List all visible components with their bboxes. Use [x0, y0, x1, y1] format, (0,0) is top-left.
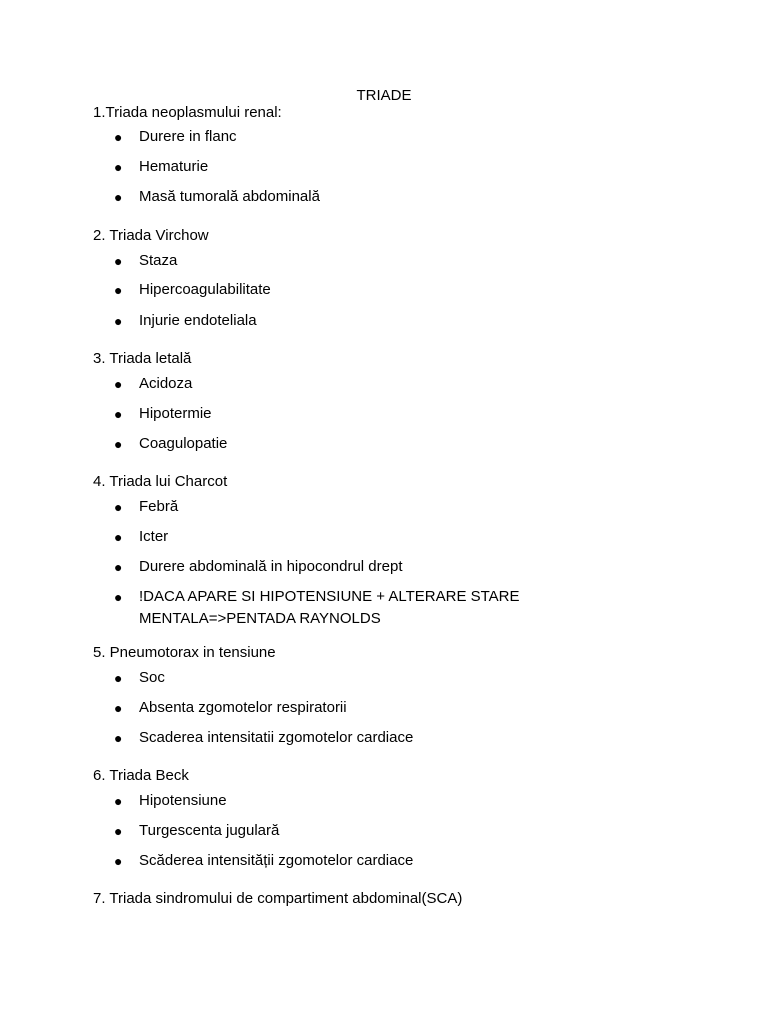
list-item-text: Febră [139, 498, 179, 515]
list-item-text: Acidoza [139, 375, 193, 392]
list-item-text: Durere abdominală in hipocondrul drept [139, 558, 403, 575]
bullet-icon: ● [114, 129, 123, 145]
bullet-icon: ● [114, 189, 123, 205]
section-heading: 6. Triada Beck [93, 767, 189, 784]
list-item [114, 526, 714, 548]
list-item [114, 310, 714, 332]
list-item-text: Icter [139, 528, 169, 545]
bullet-icon: ● [114, 159, 123, 175]
document-title: TRIADE [356, 87, 412, 104]
section-heading: 1.Triada neoplasmului renal: [93, 104, 282, 121]
list-item [114, 850, 714, 872]
bullet-icon: ● [114, 700, 123, 716]
list-item-text: Durere in flanc [139, 128, 237, 145]
bullet-icon: ● [114, 406, 123, 422]
list-item [114, 820, 714, 842]
list-item-text: Staza [139, 252, 178, 269]
list-item [114, 433, 714, 455]
list-item-text: Masă tumorală abdominală [139, 188, 320, 205]
bullet-icon: ● [114, 253, 123, 269]
list-item-text: Coagulopatie [139, 435, 228, 452]
list-item [114, 727, 714, 749]
bullet-icon: ● [114, 313, 123, 329]
list-item [114, 126, 714, 148]
list-item [114, 373, 714, 395]
bullet-icon: ● [114, 793, 123, 809]
list-item [114, 697, 714, 719]
list-item-text: Injurie endoteliala [139, 312, 257, 329]
section-heading: 4. Triada lui Charcot [93, 473, 228, 490]
list-item-text: Soc [139, 669, 165, 686]
bullet-icon: ● [114, 853, 123, 869]
list-item-text: Hipotensiune [139, 792, 227, 809]
list-item [114, 186, 714, 208]
list-item [114, 156, 714, 178]
section-heading: 2. Triada Virchow [93, 227, 209, 244]
bullet-icon: ● [114, 730, 123, 746]
bullet-icon: ● [114, 559, 123, 575]
list-item-text: Turgescenta jugulară [139, 822, 280, 839]
section-heading: 5. Pneumotorax in tensiune [93, 644, 276, 661]
section-heading: 7. Triada sindromului de compartiment abdominal(SCA) [93, 890, 463, 907]
section-heading: 3. Triada letală [93, 350, 192, 367]
list-item [114, 790, 714, 812]
list-item [114, 556, 714, 578]
bullet-icon: ● [114, 823, 123, 839]
list-item-text: Hipercoagulabilitate [139, 281, 271, 298]
list-item-text: Hematurie [139, 158, 209, 175]
bullet-icon: ● [114, 376, 123, 392]
list-item-text: Absenta zgomotelor respiratorii [139, 699, 347, 716]
list-item [114, 279, 714, 301]
list-item [114, 250, 714, 272]
bullet-icon: ● [114, 499, 123, 515]
list-item-text: !DACA APARE SI HIPOTENSIUNE + ALTERARE STARE MENTALA=>PENTADA RAYNOLDS [139, 588, 520, 627]
list-item-text: Scaderea intensitatii zgomotelor cardiace [139, 729, 414, 746]
list-item [114, 586, 534, 630]
bullet-icon: ● [114, 670, 123, 686]
list-item [114, 403, 714, 425]
bullet-icon: ● [114, 436, 123, 452]
list-item [114, 667, 714, 689]
list-item-text: Scăderea intensității zgomotelor cardiace [139, 852, 414, 869]
bullet-icon: ● [114, 282, 123, 298]
list-item [114, 496, 714, 518]
list-item-text: Hipotermie [139, 405, 212, 422]
bullet-icon: ● [114, 589, 123, 605]
bullet-icon: ● [114, 529, 123, 545]
